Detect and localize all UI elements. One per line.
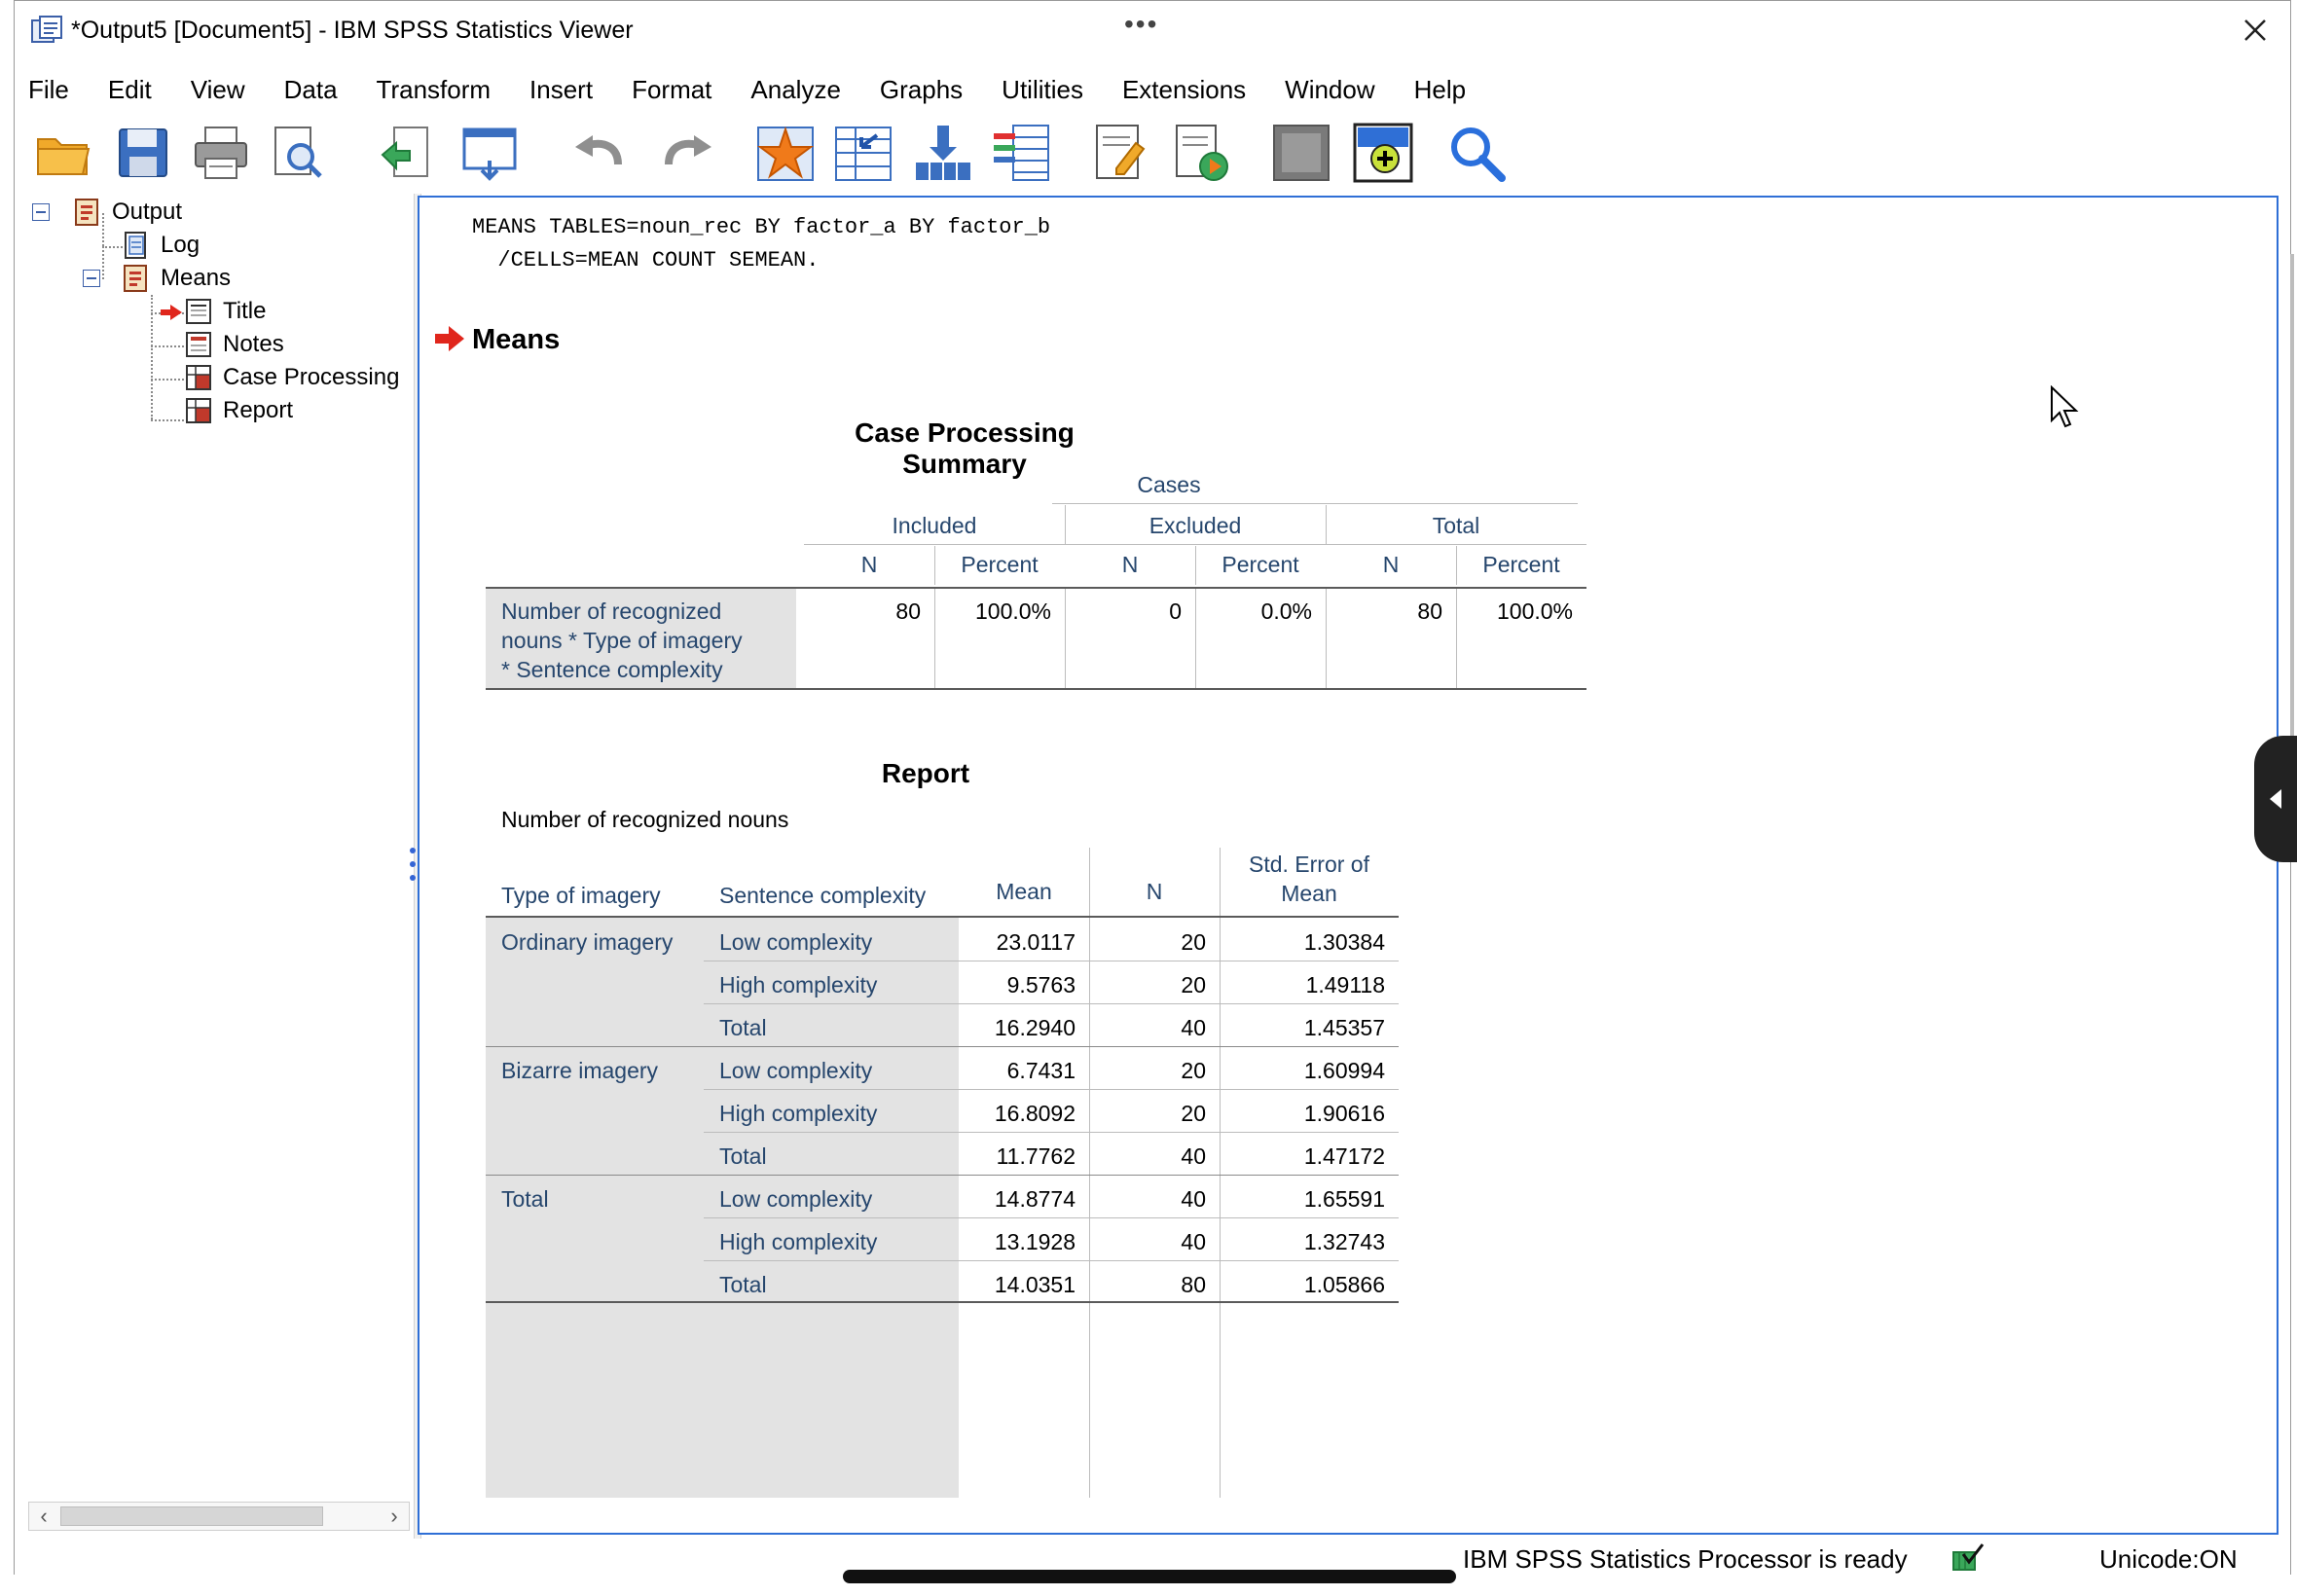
- menu-format[interactable]: Format: [632, 74, 712, 104]
- divider: [1456, 546, 1457, 585]
- group-label-ordinary: Ordinary imagery: [501, 929, 674, 955]
- table-rule: [486, 1301, 1399, 1303]
- sub-header-percent: Percent: [1221, 552, 1299, 577]
- case-value: 100.0%: [1496, 598, 1573, 624]
- menu-file[interactable]: File: [28, 74, 69, 104]
- n-cell: 20: [1181, 1058, 1206, 1083]
- current-item-arrow-icon: [435, 326, 464, 351]
- group-total-header: Total: [1432, 513, 1480, 538]
- mean-cell: 6.7431: [1006, 1058, 1076, 1083]
- table-rule: [486, 688, 1586, 690]
- se-cell: 1.47172: [1303, 1143, 1385, 1169]
- case-summary-title[interactable]: Case Processing Summary: [855, 417, 1075, 479]
- sub-header-n: N: [1382, 552, 1400, 577]
- mean-cell: 14.8774: [994, 1186, 1076, 1212]
- complexity-cell: Low complexity: [719, 929, 873, 955]
- insert-output-icon[interactable]: [1352, 122, 1414, 184]
- complexity-cell: Low complexity: [719, 1186, 873, 1212]
- home-indicator[interactable]: [843, 1570, 1456, 1583]
- means-heading[interactable]: Means: [472, 324, 561, 355]
- tree-connector: [102, 246, 104, 279]
- tree-item-report[interactable]: [184, 396, 293, 425]
- window-grabber[interactable]: •••: [1124, 9, 1159, 39]
- menu-analyze[interactable]: Analyze: [750, 74, 841, 104]
- sub-header-percent: Percent: [961, 552, 1039, 577]
- divider: [1089, 848, 1090, 916]
- toolbar: [15, 116, 2290, 194]
- dependent-variable-label: Number of recognized nouns: [501, 807, 789, 832]
- complexity-cell: High complexity: [719, 1229, 878, 1254]
- mouse-cursor-icon: [2050, 385, 2079, 428]
- tree-item-title[interactable]: [184, 297, 266, 326]
- search-icon[interactable]: [1445, 122, 1508, 184]
- n-cell: 40: [1181, 1186, 1206, 1212]
- processor-status: IBM SPSS Statistics Processor is ready: [1463, 1544, 1908, 1574]
- case-value: 0.0%: [1260, 598, 1312, 624]
- sub-header-n: N: [860, 552, 878, 577]
- divider: [704, 1089, 1399, 1090]
- complexity-cell: Low complexity: [719, 1058, 873, 1083]
- row-label-line: nouns * Type of imagery: [501, 628, 743, 653]
- tree-connector: [151, 419, 184, 421]
- divider: [486, 1046, 1399, 1047]
- se-cell: 1.32743: [1303, 1229, 1385, 1254]
- menu-extensions[interactable]: Extensions: [1121, 74, 1247, 104]
- output-book-icon: [73, 198, 102, 227]
- tree-item-log[interactable]: [122, 231, 200, 260]
- collapse-means-toggle[interactable]: [83, 270, 100, 287]
- menu-window[interactable]: Window: [1285, 74, 1375, 104]
- outline-tree-pane: [15, 194, 408, 1539]
- tree-item-label: Report: [223, 397, 294, 423]
- means-book-icon: [122, 264, 151, 293]
- group-label-bizarre: Bizarre imagery: [501, 1058, 659, 1083]
- sub-header-n: N: [1121, 552, 1139, 577]
- splitter-grip-icon[interactable]: [408, 848, 418, 881]
- se-cell: 1.60994: [1303, 1058, 1385, 1083]
- output-content-pane: [418, 196, 2279, 1535]
- mean-cell: 16.2940: [994, 1015, 1076, 1040]
- syntax-line: MEANS TABLES=noun_rec BY factor_a BY factor_b: [472, 215, 1051, 239]
- close-icon: [2242, 18, 2268, 43]
- group-included-header: Included: [892, 513, 977, 538]
- scroll-left-icon[interactable]: ‹: [40, 1504, 48, 1528]
- cases-header: Cases: [1137, 472, 1201, 497]
- divider: [704, 1217, 1399, 1218]
- case-value: 0: [1169, 598, 1182, 624]
- se-cell: 1.05866: [1303, 1272, 1385, 1297]
- divider: [934, 546, 935, 585]
- show-all-icon[interactable]: [1270, 122, 1332, 184]
- menu-insert[interactable]: Insert: [529, 74, 594, 104]
- table-icon: [184, 396, 213, 425]
- mean-cell: 23.0117: [996, 929, 1076, 955]
- title-icon: [184, 297, 213, 326]
- menu-transform[interactable]: Transform: [376, 74, 492, 104]
- goto-case-icon[interactable]: [832, 122, 894, 184]
- divider: [804, 544, 1586, 545]
- se-cell: 1.90616: [1303, 1101, 1385, 1126]
- n-cell: 20: [1181, 929, 1206, 955]
- content-vertical-scrollbar[interactable]: [2290, 196, 2297, 1539]
- tree-item-label: Log: [161, 232, 201, 258]
- tree-item-label: Means: [161, 265, 232, 291]
- divider: [1220, 848, 1221, 916]
- run-script-icon[interactable]: [1171, 122, 1233, 184]
- group-label-total: Total: [501, 1186, 549, 1212]
- syntax-log: [472, 211, 1050, 277]
- col-header-complexity: Sentence complexity: [719, 883, 927, 908]
- mean-cell: 14.0351: [994, 1272, 1076, 1297]
- tree-item-label: Notes: [223, 331, 284, 357]
- unicode-status: Unicode:ON: [2099, 1544, 2238, 1574]
- case-row-label: [501, 597, 743, 684]
- notes-icon: [184, 330, 213, 359]
- scrollbar-thumb[interactable]: [2290, 254, 2294, 760]
- col-header-type: Type of imagery: [501, 883, 661, 908]
- undo-icon[interactable]: [567, 122, 630, 184]
- col-header-mean: Mean: [996, 879, 1052, 904]
- col-header-line: Std. Error of: [1249, 852, 1369, 877]
- divider: [1052, 503, 1578, 504]
- case-value: 100.0%: [974, 598, 1051, 624]
- open-folder-icon[interactable]: [32, 122, 94, 184]
- n-cell: 40: [1181, 1015, 1206, 1040]
- redo-icon[interactable]: [657, 122, 719, 184]
- divider: [704, 1132, 1399, 1133]
- syntax-line: /CELLS=MEAN COUNT SEMEAN.: [472, 248, 820, 272]
- col-header-n: N: [1146, 879, 1163, 904]
- tree-item-label: Output: [112, 199, 183, 225]
- se-cell: 1.30384: [1303, 929, 1385, 955]
- se-cell: 1.45357: [1303, 1015, 1385, 1040]
- close-button[interactable]: [2234, 9, 2277, 52]
- goto-variable-icon[interactable]: [912, 122, 974, 184]
- report-title[interactable]: Report: [881, 758, 970, 788]
- complexity-cell: High complexity: [719, 972, 878, 998]
- menu-data[interactable]: Data: [283, 74, 338, 104]
- current-item-arrow-icon: [161, 305, 182, 320]
- complexity-cell: Total: [719, 1143, 767, 1169]
- menu-bar: [15, 67, 2290, 112]
- divider: [704, 1260, 1399, 1261]
- spss-viewer-window: [14, 0, 2291, 1575]
- divider: [486, 1175, 1399, 1176]
- scroll-right-icon[interactable]: ›: [390, 1504, 398, 1528]
- complexity-cell: High complexity: [719, 1101, 878, 1126]
- window-title: *Output5 [Document5] - IBM SPSS Statistics Viewer: [71, 17, 634, 44]
- tree-connector: [151, 379, 184, 381]
- complexity-cell: Total: [719, 1272, 767, 1297]
- menu-edit[interactable]: Edit: [107, 74, 152, 104]
- spss-app-icon: [30, 15, 63, 46]
- divider: [704, 1003, 1399, 1004]
- col-header-line: Mean: [1281, 881, 1337, 906]
- title-bar: [15, 1, 2290, 59]
- tree-item-means[interactable]: [122, 264, 231, 293]
- designate-window-icon[interactable]: [1091, 122, 1153, 184]
- group-excluded-header: Excluded: [1148, 513, 1242, 538]
- menu-utilities[interactable]: Utilities: [1002, 74, 1083, 104]
- row-label-line: Number of recognized: [501, 598, 722, 624]
- log-icon: [122, 231, 151, 260]
- se-cell: 1.65591: [1303, 1186, 1385, 1212]
- chevron-left-icon: [2268, 787, 2283, 811]
- tree-item-label: Case Processing: [223, 364, 400, 390]
- n-cell: 20: [1181, 1101, 1206, 1126]
- sub-header-percent: Percent: [1482, 552, 1560, 577]
- menu-view[interactable]: View: [190, 74, 245, 104]
- scrollbar-thumb[interactable]: [60, 1506, 323, 1526]
- n-cell: 80: [1181, 1272, 1206, 1297]
- complexity-cell: Total: [719, 1015, 767, 1040]
- print-icon[interactable]: [190, 122, 252, 184]
- table-icon: [184, 363, 213, 392]
- processor-ready-icon: [1951, 1542, 1985, 1572]
- case-value: 80: [1417, 598, 1442, 624]
- n-cell: 40: [1181, 1229, 1206, 1254]
- n-cell: 20: [1181, 972, 1206, 998]
- tree-connector: [151, 345, 184, 347]
- tree-item-label: Title: [223, 298, 267, 324]
- export-icon[interactable]: [377, 122, 439, 184]
- tree-horizontal-scrollbar[interactable]: [28, 1502, 410, 1531]
- menu-graphs[interactable]: Graphs: [879, 74, 964, 104]
- recall-dialog-icon[interactable]: [458, 122, 521, 184]
- mean-cell: 16.8092: [994, 1101, 1076, 1126]
- variables-icon[interactable]: [990, 122, 1052, 184]
- se-cell: 1.49118: [1305, 972, 1385, 998]
- n-cell: 40: [1181, 1143, 1206, 1169]
- tree-item-case-processing[interactable]: [184, 363, 399, 392]
- divider: [1065, 505, 1066, 544]
- case-value: 80: [895, 598, 921, 624]
- collapse-output-toggle[interactable]: [32, 203, 50, 221]
- goto-data-icon[interactable]: [754, 122, 817, 184]
- tree-item-output[interactable]: [73, 198, 182, 227]
- divider: [1326, 505, 1327, 544]
- col-header-se: [1220, 850, 1399, 908]
- print-preview-icon[interactable]: [266, 122, 328, 184]
- side-panel-handle[interactable]: [2254, 736, 2297, 862]
- mean-cell: 9.5763: [1006, 972, 1076, 998]
- menu-help[interactable]: Help: [1413, 74, 1467, 104]
- mean-cell: 13.1928: [994, 1229, 1076, 1254]
- row-label-line: * Sentence complexity: [501, 657, 723, 682]
- mean-cell: 11.7762: [996, 1143, 1076, 1169]
- save-icon[interactable]: [112, 122, 174, 184]
- divider: [1195, 546, 1196, 585]
- tree-item-notes[interactable]: [184, 330, 284, 359]
